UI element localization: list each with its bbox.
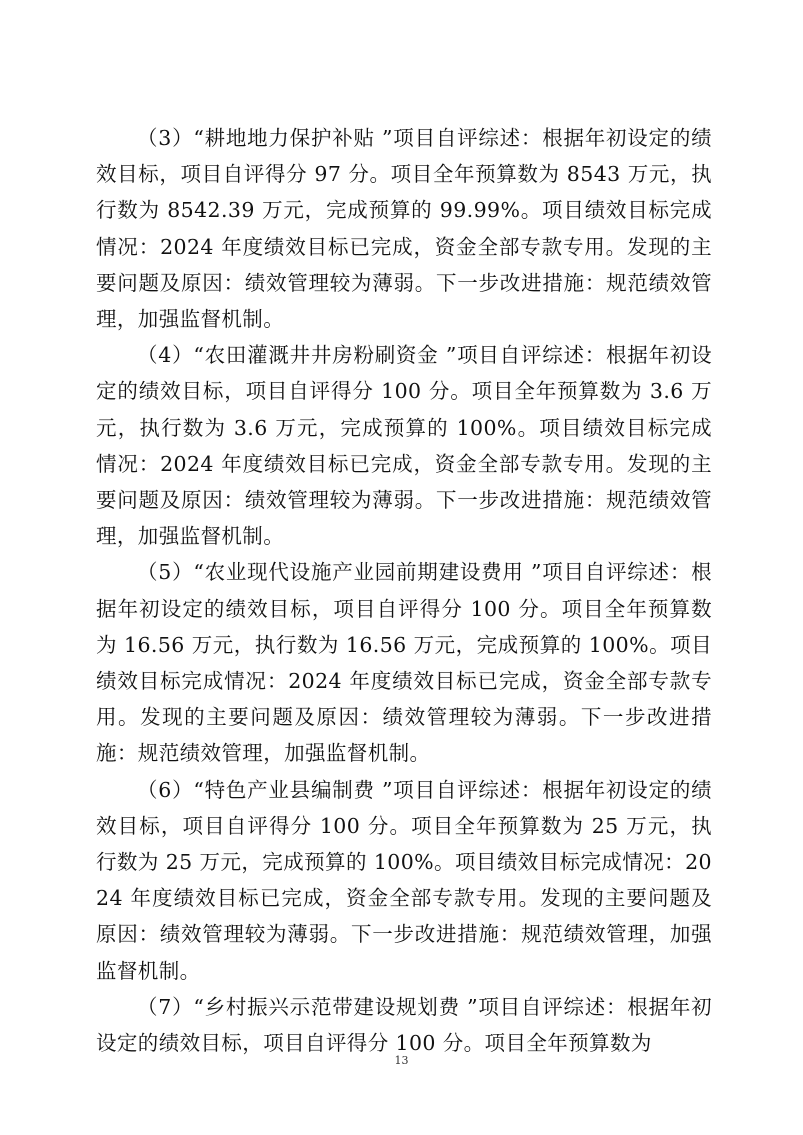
paragraph-project-6: （6）“特色产业县编制费 ”项目自评综述：根据年初设定的绩效目标，项目自评得分 100 分。项目全年预算数为 25 万元，执行数为 25 万元，完成预算的 100%。项目绩效目标完成情况：2024 年度绩效目标已完成，资金全部专款专用。发现的主要问题及原因：绩效管理较为薄弱。下一步改进措施：规范绩效管理，加强监督机制。: [96, 777, 712, 983]
page-number: 13: [394, 1054, 409, 1067]
paragraph-project-3: （3）“耕地地力保护补贴 ”项目自评综述：根据年初设定的绩效目标，项目自评得分 97 分。项目全年预算数为 8543 万元，执行数为 8542.39 万元，完成预算的 99.99%。项目绩效目标完成情况：2024 年度绩效目标已完成，资金全部专款专用。发现的主要问题及原因：绩效管理较为薄弱。下一步改进措施：规范绩效管理，加强监督机制。: [96, 126, 712, 332]
paragraph-project-7: （7）“乡村振兴示范带建设规划费 ”项目自评综述：根据年初设定的绩效目标，项目自评得分 100 分。项目全年预算数为: [96, 994, 712, 1056]
document-body: [96, 120, 712, 1061]
paragraph-project-4: （4）“农田灌溉井井房粉刷资金 ”项目自评综述：根据年初设定的绩效目标，项目自评得分 100 分。项目全年预算数为 3.6 万元，执行数为 3.6 万元，完成预算的 100%。项目绩效目标完成情况：2024 年度绩效目标已完成，资金全部专款专用。发现的主要问题及原因：绩效管理较为薄弱。下一步改进措施：规范绩效管理，加强监督机制。: [96, 343, 712, 549]
paragraph-project-5: （5）“农业现代设施产业园前期建设费用 ”项目自评综述：根据年初设定的绩效目标，项目自评得分 100 分。项目全年预算数为 16.56 万元，执行数为 16.56 万元，完成预算的 100%。项目绩效目标完成情况：2024 年度绩效目标已完成，资金全部专款专用。发现的主要问题及原因：绩效管理较为薄弱。下一步改进措施：规范绩效管理，加强监督机制。: [96, 560, 712, 766]
